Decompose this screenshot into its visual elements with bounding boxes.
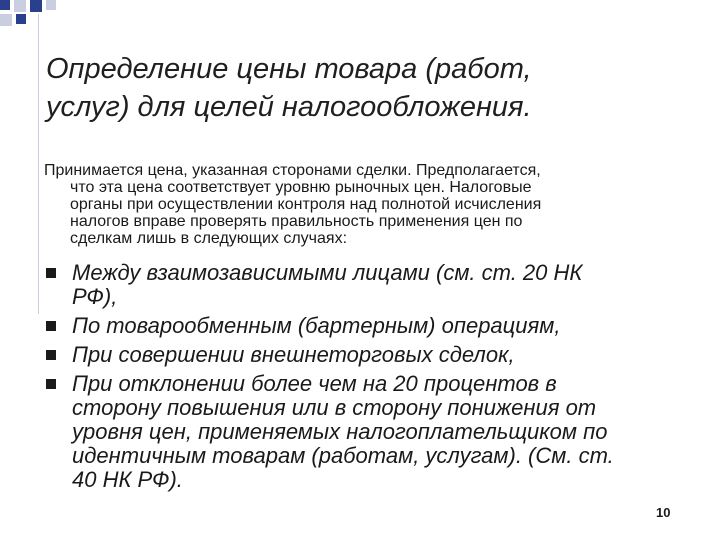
square-bullet-icon — [46, 268, 56, 278]
vertical-divider-line — [38, 14, 39, 314]
bullet-text-line: РФ), — [72, 284, 118, 309]
slide-title — [46, 50, 686, 126]
bullet-item-related-parties — [46, 261, 676, 309]
bullet-text-line: По товарообменным (бартерным) операциям, — [72, 313, 561, 338]
square-bullet-icon — [46, 350, 56, 360]
intro-line: что эта цена соответствует уровню рыночных цен. Налоговые — [70, 179, 532, 196]
intro-line: Принимается цена, указанная сторонами сделки. Предполагается, — [44, 162, 541, 179]
bullet-text-line: идентичным товарам (работам, услугам). (См. ст. — [72, 443, 614, 468]
bullet-text-line: Между взаимозависимыми лицами (см. ст. 20 НК — [72, 260, 583, 285]
intro-line: органы при осуществлении контроля над полнотой исчисления — [70, 196, 542, 213]
corner-square-dark-2 — [30, 0, 42, 12]
bullet-text-line: При отклонении более чем на 20 процентов в — [72, 371, 557, 396]
bullet-item-barter — [46, 314, 676, 338]
corner-square-dark-3 — [16, 14, 26, 24]
intro-line: налогов вправе проверять правильность применения цен по — [70, 213, 523, 230]
corner-squares-decoration — [0, 0, 64, 30]
intro-paragraph — [44, 162, 680, 247]
square-bullet-icon — [46, 379, 56, 389]
corner-square-light-1 — [14, 0, 26, 12]
corner-square-light-2 — [46, 0, 56, 10]
intro-line: сделкам лишь в следующих случаях: — [70, 230, 348, 247]
bullet-text-line: сторону повышения или в сторону понижения от — [72, 395, 597, 420]
square-bullet-icon — [46, 321, 56, 331]
page-number: 10 — [656, 505, 671, 520]
bullet-text-line: 40 НК РФ). — [72, 467, 183, 492]
bullet-text-line: уровня цен, применяемых налогоплательщиком по — [72, 419, 608, 444]
bullet-text-line: При совершении внешнеторговых сделок, — [72, 342, 515, 367]
slide-title-line: Определение цены товара (работ, — [46, 53, 532, 85]
cases-bullet-list — [46, 261, 676, 497]
slide-title-line: услуг) для целей налогообложения. — [46, 91, 532, 123]
bullet-item-price-deviation — [46, 372, 676, 492]
corner-square-light-3 — [0, 14, 12, 26]
bullet-item-foreign-trade — [46, 343, 676, 367]
corner-square-dark-1 — [0, 0, 10, 10]
